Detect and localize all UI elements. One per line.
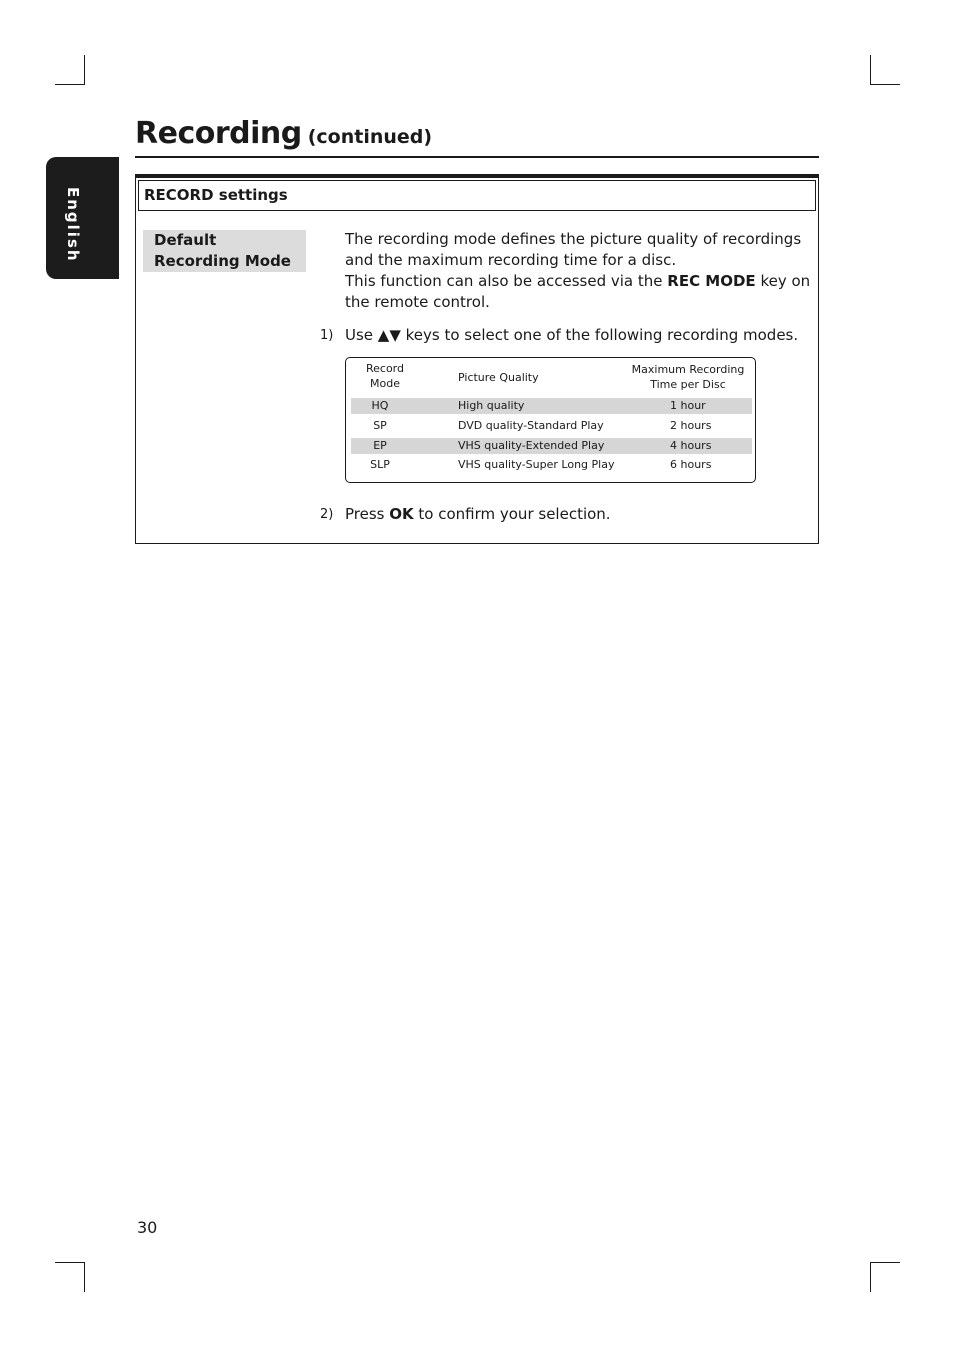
crop-mark xyxy=(84,1262,85,1292)
table-header-quality: Picture Quality xyxy=(458,371,539,384)
page-number: 30 xyxy=(137,1218,158,1237)
table-row xyxy=(351,457,752,473)
row-time: 2 hours xyxy=(670,419,712,432)
title-rule xyxy=(135,156,819,158)
crop-mark xyxy=(84,55,85,85)
description-line-1: The recording mode defines the picture quality of recordings and the maximum recording time for a disc. xyxy=(345,230,802,269)
row-time: 4 hours xyxy=(670,439,712,452)
row-quality: VHS quality-Extended Play xyxy=(458,439,605,452)
ok-key: OK xyxy=(389,505,414,523)
step-1-number: 1) xyxy=(320,328,334,343)
step-2-text-a: Press xyxy=(345,505,390,523)
row-quality: High quality xyxy=(458,399,525,412)
description-line-2b: key on the remote control. xyxy=(345,272,811,311)
row-mode: SP xyxy=(373,419,387,432)
crop-mark xyxy=(870,1262,900,1263)
rec-mode-key: REC MODE xyxy=(667,272,756,290)
header-mode-line-1: Record xyxy=(365,362,404,375)
table-row xyxy=(351,418,752,434)
crop-mark xyxy=(55,84,85,85)
row-time: 1 hour xyxy=(670,399,706,412)
crop-mark xyxy=(870,55,871,85)
step-1-text: Use ▲▼ keys to select one of the following recording modes. xyxy=(345,326,799,344)
row-time: 6 hours xyxy=(670,458,712,471)
crop-mark xyxy=(55,1262,85,1263)
step-2-text xyxy=(345,504,611,525)
settings-box-top-bar xyxy=(135,174,819,178)
header-time-line-1: Maximum Recording xyxy=(631,363,745,376)
table-row xyxy=(351,398,752,414)
header-time-line-2: Time per Disc xyxy=(650,378,726,391)
table-header-time xyxy=(622,362,754,392)
page-title-suffix: (continued) xyxy=(307,126,433,148)
step-2-text-b: to confirm your selection. xyxy=(413,505,611,523)
crop-mark xyxy=(870,1262,871,1292)
language-tab-label: English xyxy=(64,187,82,263)
table-row xyxy=(351,438,752,454)
page-title-text: Recording xyxy=(135,116,302,151)
row-quality: VHS quality-Super Long Play xyxy=(458,458,615,471)
row-quality: DVD quality-Standard Play xyxy=(458,419,604,432)
header-mode-line-2: Mode xyxy=(370,377,400,390)
language-tab xyxy=(46,157,119,279)
section-heading-text: RECORD settings xyxy=(144,186,288,204)
page-title xyxy=(135,112,432,159)
row-mode: HQ xyxy=(371,399,389,412)
recording-modes-table xyxy=(345,357,756,483)
step-2-number: 2) xyxy=(320,507,334,522)
section-heading xyxy=(138,180,816,211)
description-line-2a: This function can also be accessed via the xyxy=(345,272,668,290)
option-description xyxy=(345,229,811,313)
crop-mark xyxy=(870,84,900,85)
table-header-mode xyxy=(351,361,419,391)
option-label: Default Recording Mode xyxy=(143,230,306,272)
row-mode: SLP xyxy=(370,458,390,471)
row-mode: EP xyxy=(373,439,387,452)
